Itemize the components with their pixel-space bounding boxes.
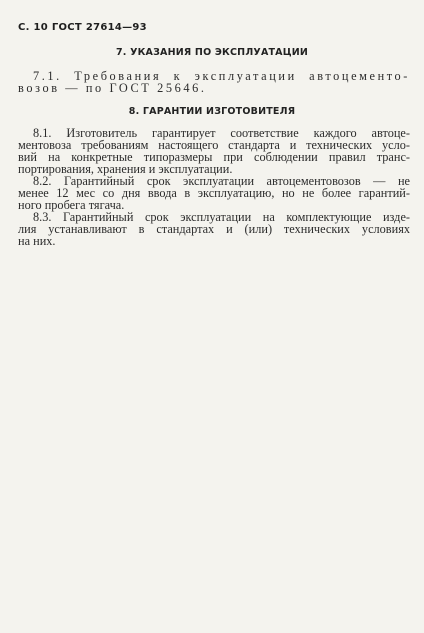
section-8-heading: 8. ГАРАНТИИ ИЗГОТОВИТЕЛЯ — [128, 106, 296, 117]
page-header: С. 10 ГОСТ 27614—93 — [18, 22, 147, 33]
section-7-line-1: 7.1. Требования к эксплуатации автоцементо- — [33, 69, 410, 83]
clause-8-1-line-3: вий на конкретные типоразмеры при соблюдении правил транс- — [18, 150, 410, 164]
clause-8-1-line-1: 8.1. Изготовитель гарантирует соответствие каждого автоце- — [33, 126, 410, 140]
clause-8-1-line-2: ментовоза требованиям настоящего стандарта и технических усло- — [18, 138, 410, 152]
clause-8-3-line-3: на них. — [18, 234, 56, 248]
clause-8-3-line-2: лия устанавливают в стандартах и (или) технических условиях — [18, 222, 410, 236]
clause-8-2-line-1: 8.2. Гарантийный срок эксплуатации автоцементовозов — не — [33, 174, 410, 188]
section-7-heading: 7. УКАЗАНИЯ ПО ЭКСПЛУАТАЦИИ — [115, 47, 309, 58]
clause-8-1-line-4: портирования, хранения и эксплуатации. — [18, 162, 233, 176]
section-7-line-2: возов — по ГОСТ 25646. — [18, 81, 207, 95]
clause-8-2-line-3: ного пробега тягача. — [18, 198, 125, 212]
clause-8-3-line-1: 8.3. Гарантийный срок эксплуатации на комплектующие изде- — [33, 210, 410, 224]
clause-8-2-line-2: менее 12 мес со дня ввода в эксплуатацию, но не более гарантий- — [18, 186, 410, 200]
